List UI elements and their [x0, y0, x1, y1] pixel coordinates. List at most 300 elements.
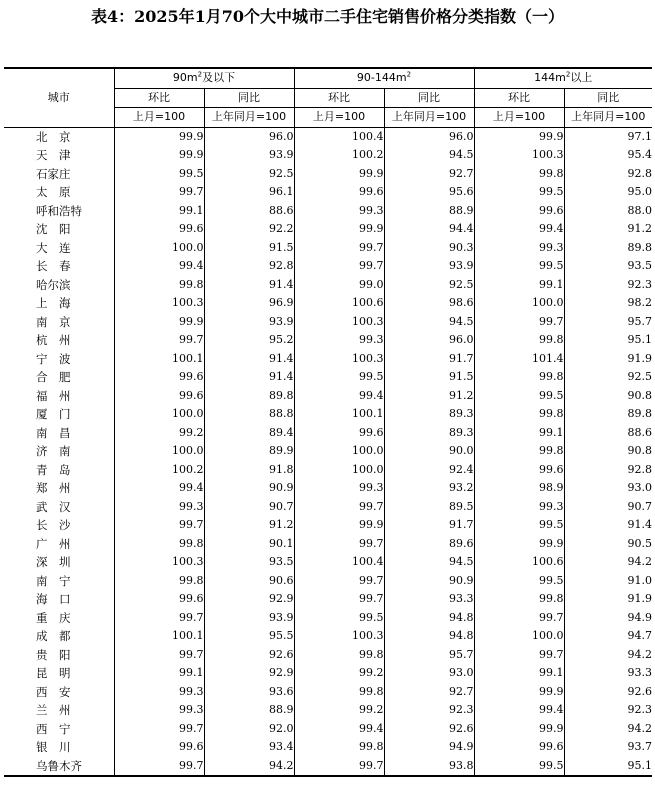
- city-name: 石家庄: [36, 166, 71, 181]
- medium-mom-cell: 99.7: [294, 239, 384, 258]
- medium-mom-cell: 99.6: [294, 183, 384, 202]
- large-yoy-cell: 92.3: [564, 701, 652, 720]
- small-yoy-cell: 96.1: [204, 183, 294, 202]
- yoy-header: 同比: [564, 88, 652, 108]
- medium-yoy-cell: 94.5: [384, 146, 474, 165]
- medium-yoy-cell: 92.4: [384, 461, 474, 480]
- medium-mom-cell: 100.1: [294, 405, 384, 424]
- table-row: [4, 257, 652, 276]
- medium-mom-cell: 99.6: [294, 424, 384, 443]
- city-name: 哈尔滨: [36, 277, 71, 292]
- medium-mom-cell: 99.8: [294, 738, 384, 757]
- large-yoy-cell: 95.1: [564, 331, 652, 350]
- medium-mom-cell: 99.9: [294, 165, 384, 184]
- large-yoy-cell: 95.0: [564, 183, 652, 202]
- small-mom-cell: 100.0: [114, 405, 204, 424]
- small-yoy-cell: 96.9: [204, 294, 294, 313]
- medium-yoy-cell: 98.6: [384, 294, 474, 313]
- large-mom-cell: 99.6: [474, 738, 564, 757]
- group-header-row: [4, 68, 652, 88]
- city-name: 海口: [36, 592, 71, 607]
- medium-yoy-cell: 93.2: [384, 479, 474, 498]
- medium-mom-cell: 99.7: [294, 590, 384, 609]
- medium-yoy-cell: 88.9: [384, 202, 474, 221]
- medium-mom-cell: 99.7: [294, 757, 384, 777]
- medium-mom-cell: 99.5: [294, 368, 384, 387]
- large-mom-cell: 99.5: [474, 387, 564, 406]
- city-name: 太原: [36, 185, 71, 200]
- small-mom-cell: 99.4: [114, 257, 204, 276]
- small-mom-cell: 99.7: [114, 720, 204, 739]
- large-yoy-cell: 89.8: [564, 239, 652, 258]
- large-yoy-cell: 93.3: [564, 664, 652, 683]
- large-mom-cell: 99.5: [474, 757, 564, 777]
- large-mom-cell: 99.8: [474, 442, 564, 461]
- small-yoy-cell: 90.1: [204, 535, 294, 554]
- large-yoy-cell: 92.5: [564, 368, 652, 387]
- medium-mom-cell: 99.7: [294, 535, 384, 554]
- large-yoy-cell: 95.1: [564, 757, 652, 777]
- large-yoy-cell: 90.7: [564, 498, 652, 517]
- medium-yoy-cell: 90.9: [384, 572, 474, 591]
- table-row: [4, 331, 652, 350]
- medium-yoy-cell: 92.3: [384, 701, 474, 720]
- large-mom-cell: 99.5: [474, 516, 564, 535]
- yoy-base-header: 上年同月=100: [384, 108, 474, 128]
- large-yoy-cell: 88.6: [564, 424, 652, 443]
- large-mom-cell: 99.7: [474, 609, 564, 628]
- small-yoy-cell: 93.5: [204, 553, 294, 572]
- mom-base-header: 上月=100: [474, 108, 564, 128]
- large-yoy-cell: 91.4: [564, 516, 652, 535]
- large-mom-cell: 99.3: [474, 239, 564, 258]
- medium-yoy-cell: 91.7: [384, 350, 474, 369]
- small-mom-cell: 99.8: [114, 276, 204, 295]
- table-row: [4, 683, 652, 702]
- large-yoy-cell: 91.9: [564, 590, 652, 609]
- medium-mom-cell: 100.3: [294, 627, 384, 646]
- small-mom-cell: 99.7: [114, 516, 204, 535]
- large-mom-cell: 99.4: [474, 220, 564, 239]
- table-row: [4, 627, 652, 646]
- large-mom-cell: 100.3: [474, 146, 564, 165]
- small-yoy-cell: 90.9: [204, 479, 294, 498]
- large-yoy-cell: 90.8: [564, 442, 652, 461]
- city-name: 西宁: [36, 721, 71, 736]
- large-mom-cell: 99.6: [474, 202, 564, 221]
- large-mom-cell: 99.9: [474, 720, 564, 739]
- table-row: [4, 239, 652, 258]
- large-mom-cell: 99.6: [474, 461, 564, 480]
- medium-yoy-cell: 92.6: [384, 720, 474, 739]
- table-row: [4, 424, 652, 443]
- table-row: [4, 276, 652, 295]
- small-yoy-cell: 94.2: [204, 757, 294, 777]
- medium-mom-cell: 100.0: [294, 461, 384, 480]
- small-yoy-cell: 92.6: [204, 646, 294, 665]
- small-yoy-cell: 91.4: [204, 350, 294, 369]
- mom-header: 环比: [114, 88, 204, 108]
- small-mom-cell: 99.7: [114, 609, 204, 628]
- large-yoy-cell: 94.2: [564, 646, 652, 665]
- small-mom-cell: 99.6: [114, 590, 204, 609]
- small-mom-cell: 99.7: [114, 183, 204, 202]
- group-header-large: $144m^2$以上: [474, 68, 652, 88]
- large-yoy-cell: 92.8: [564, 165, 652, 184]
- large-mom-cell: 99.9: [474, 683, 564, 702]
- large-yoy-cell: 91.2: [564, 220, 652, 239]
- city-name: 济南: [36, 444, 71, 459]
- table-row: [4, 664, 652, 683]
- medium-mom-cell: 99.2: [294, 701, 384, 720]
- small-mom-cell: 99.6: [114, 368, 204, 387]
- small-yoy-cell: 93.9: [204, 609, 294, 628]
- medium-mom-cell: 99.4: [294, 720, 384, 739]
- large-yoy-cell: 94.9: [564, 609, 652, 628]
- city-name: 厦门: [36, 407, 71, 422]
- table-row: [4, 535, 652, 554]
- medium-yoy-cell: 92.5: [384, 276, 474, 295]
- small-mom-cell: 100.1: [114, 627, 204, 646]
- table-row: [4, 553, 652, 572]
- table-row: [4, 720, 652, 739]
- medium-yoy-cell: 95.6: [384, 183, 474, 202]
- city-name: 青岛: [36, 462, 71, 477]
- table-row: [4, 442, 652, 461]
- city-name: 武汉: [36, 499, 71, 514]
- medium-yoy-cell: 94.8: [384, 627, 474, 646]
- large-yoy-cell: 90.8: [564, 387, 652, 406]
- medium-mom-cell: 100.3: [294, 313, 384, 332]
- table-title: 表4：2025年1月70个大中城市二手住宅销售价格分类指数（一）: [90, 7, 565, 26]
- city-name: 天津: [36, 148, 71, 163]
- large-mom-cell: 100.6: [474, 553, 564, 572]
- medium-mom-cell: 99.3: [294, 331, 384, 350]
- city-name: 银川: [36, 740, 71, 755]
- table-row: [4, 368, 652, 387]
- table-row: [4, 609, 652, 628]
- large-mom-cell: 99.4: [474, 701, 564, 720]
- table-row: [4, 220, 652, 239]
- mom-header: 环比: [474, 88, 564, 108]
- medium-mom-cell: 99.2: [294, 664, 384, 683]
- city-name: 大连: [36, 240, 71, 255]
- small-yoy-cell: 91.5: [204, 239, 294, 258]
- mom-base-header: 上月=100: [114, 108, 204, 128]
- large-yoy-cell: 89.8: [564, 405, 652, 424]
- medium-mom-cell: 99.7: [294, 257, 384, 276]
- medium-yoy-cell: 89.3: [384, 405, 474, 424]
- medium-mom-cell: 99.3: [294, 479, 384, 498]
- large-mom-cell: 99.8: [474, 165, 564, 184]
- table-row: [4, 516, 652, 535]
- large-yoy-cell: 88.0: [564, 202, 652, 221]
- small-mom-cell: 99.4: [114, 479, 204, 498]
- small-mom-cell: 99.8: [114, 535, 204, 554]
- small-yoy-cell: 92.5: [204, 165, 294, 184]
- large-mom-cell: 99.8: [474, 405, 564, 424]
- medium-yoy-cell: 92.7: [384, 165, 474, 184]
- medium-mom-cell: 100.4: [294, 553, 384, 572]
- small-yoy-cell: 90.6: [204, 572, 294, 591]
- medium-mom-cell: 99.5: [294, 609, 384, 628]
- medium-mom-cell: 99.9: [294, 220, 384, 239]
- table-row: [4, 738, 652, 757]
- small-yoy-cell: 91.4: [204, 368, 294, 387]
- small-mom-cell: 99.9: [114, 146, 204, 165]
- large-mom-cell: 99.7: [474, 646, 564, 665]
- large-mom-cell: 99.8: [474, 331, 564, 350]
- medium-mom-cell: 99.8: [294, 683, 384, 702]
- table-row: [4, 183, 652, 202]
- medium-yoy-cell: 94.9: [384, 738, 474, 757]
- city-name: 南昌: [36, 425, 71, 440]
- small-yoy-cell: 90.7: [204, 498, 294, 517]
- small-yoy-cell: 88.8: [204, 405, 294, 424]
- large-yoy-cell: 95.4: [564, 146, 652, 165]
- medium-mom-cell: 99.3: [294, 202, 384, 221]
- medium-yoy-cell: 90.0: [384, 442, 474, 461]
- table-body: [4, 127, 652, 776]
- table-row: [4, 646, 652, 665]
- large-mom-cell: 101.4: [474, 350, 564, 369]
- yoy-header: 同比: [384, 88, 474, 108]
- table-row: [4, 127, 652, 146]
- small-mom-cell: 99.7: [114, 646, 204, 665]
- small-yoy-cell: 88.9: [204, 701, 294, 720]
- group-header-medium: $90-144m^2$: [294, 68, 474, 88]
- mom-base-header: 上月=100: [294, 108, 384, 128]
- city-name: 贵阳: [36, 647, 71, 662]
- medium-yoy-cell: 94.5: [384, 553, 474, 572]
- small-yoy-cell: 93.4: [204, 738, 294, 757]
- medium-mom-cell: 100.3: [294, 350, 384, 369]
- small-mom-cell: 99.3: [114, 683, 204, 702]
- small-yoy-cell: 92.0: [204, 720, 294, 739]
- medium-yoy-cell: 96.0: [384, 331, 474, 350]
- table-row: [4, 590, 652, 609]
- table-row: [4, 165, 652, 184]
- small-mom-cell: 99.6: [114, 387, 204, 406]
- medium-yoy-cell: 91.2: [384, 387, 474, 406]
- large-yoy-cell: 94.2: [564, 720, 652, 739]
- large-yoy-cell: 91.0: [564, 572, 652, 591]
- medium-yoy-cell: 91.7: [384, 516, 474, 535]
- small-yoy-cell: 95.5: [204, 627, 294, 646]
- medium-yoy-cell: 89.6: [384, 535, 474, 554]
- medium-mom-cell: 99.8: [294, 646, 384, 665]
- city-name: 杭州: [36, 333, 71, 348]
- city-name: 沈阳: [36, 222, 71, 237]
- city-name: 乌鲁木齐: [36, 758, 82, 773]
- small-mom-cell: 99.7: [114, 757, 204, 777]
- city-name: 西安: [36, 684, 71, 699]
- medium-yoy-cell: 89.3: [384, 424, 474, 443]
- table-row: [4, 387, 652, 406]
- city-name: 深圳: [36, 555, 71, 570]
- table-row: [4, 701, 652, 720]
- large-yoy-cell: 91.9: [564, 350, 652, 369]
- small-yoy-cell: 91.8: [204, 461, 294, 480]
- small-mom-cell: 99.2: [114, 424, 204, 443]
- medium-mom-cell: 100.0: [294, 442, 384, 461]
- table-row: [4, 757, 652, 777]
- city-name: 北京: [36, 129, 71, 144]
- city-name: 南宁: [36, 573, 71, 588]
- small-mom-cell: 100.3: [114, 294, 204, 313]
- large-mom-cell: 99.3: [474, 498, 564, 517]
- medium-yoy-cell: 92.7: [384, 683, 474, 702]
- small-mom-cell: 99.7: [114, 331, 204, 350]
- small-mom-cell: 99.3: [114, 498, 204, 517]
- medium-yoy-cell: 93.0: [384, 664, 474, 683]
- table-row: [4, 202, 652, 221]
- large-yoy-cell: 92.8: [564, 461, 652, 480]
- yoy-header: 同比: [204, 88, 294, 108]
- table-row: [4, 405, 652, 424]
- large-yoy-cell: 90.5: [564, 535, 652, 554]
- city-name: 长沙: [36, 518, 71, 533]
- medium-yoy-cell: 94.5: [384, 313, 474, 332]
- small-yoy-cell: 89.9: [204, 442, 294, 461]
- medium-yoy-cell: 96.0: [384, 127, 474, 146]
- city-name: 南京: [36, 314, 71, 329]
- yoy-base-header: 上年同月=100: [204, 108, 294, 128]
- city-name: 重庆: [36, 610, 71, 625]
- medium-mom-cell: 99.7: [294, 498, 384, 517]
- medium-mom-cell: 99.7: [294, 572, 384, 591]
- medium-mom-cell: 100.2: [294, 146, 384, 165]
- small-mom-cell: 99.9: [114, 313, 204, 332]
- large-yoy-cell: 93.5: [564, 257, 652, 276]
- city-name: 宁波: [36, 351, 71, 366]
- large-mom-cell: 99.1: [474, 424, 564, 443]
- large-yoy-cell: 97.1: [564, 127, 652, 146]
- medium-yoy-cell: 93.9: [384, 257, 474, 276]
- small-mom-cell: 99.6: [114, 220, 204, 239]
- small-yoy-cell: 96.0: [204, 127, 294, 146]
- medium-mom-cell: 100.4: [294, 127, 384, 146]
- small-mom-cell: 99.8: [114, 572, 204, 591]
- large-yoy-cell: 92.6: [564, 683, 652, 702]
- mom-header: 环比: [294, 88, 384, 108]
- city-name: 福州: [36, 388, 71, 403]
- medium-yoy-cell: 94.8: [384, 609, 474, 628]
- small-yoy-cell: 91.2: [204, 516, 294, 535]
- large-mom-cell: 99.5: [474, 257, 564, 276]
- group-header-small: $90m^2$及以下: [114, 68, 294, 88]
- small-yoy-cell: 93.9: [204, 313, 294, 332]
- city-name: 昆明: [36, 666, 71, 681]
- small-yoy-cell: 92.9: [204, 664, 294, 683]
- large-yoy-cell: 94.7: [564, 627, 652, 646]
- table-row: [4, 294, 652, 313]
- medium-yoy-cell: 90.3: [384, 239, 474, 258]
- city-name: 上海: [36, 296, 71, 311]
- small-yoy-cell: 93.9: [204, 146, 294, 165]
- small-mom-cell: 100.2: [114, 461, 204, 480]
- large-yoy-cell: 93.7: [564, 738, 652, 757]
- large-mom-cell: 99.9: [474, 535, 564, 554]
- small-mom-cell: 99.1: [114, 664, 204, 683]
- large-yoy-cell: 92.3: [564, 276, 652, 295]
- city-name: 呼和浩特: [36, 203, 82, 218]
- large-mom-cell: 100.0: [474, 294, 564, 313]
- medium-yoy-cell: 91.5: [384, 368, 474, 387]
- large-mom-cell: 98.9: [474, 479, 564, 498]
- city-name: 合肥: [36, 370, 71, 385]
- city-name: 兰州: [36, 703, 71, 718]
- small-yoy-cell: 92.9: [204, 590, 294, 609]
- small-yoy-cell: 92.8: [204, 257, 294, 276]
- small-mom-cell: 99.5: [114, 165, 204, 184]
- small-mom-cell: 99.3: [114, 701, 204, 720]
- table-row: [4, 498, 652, 517]
- table-row: [4, 350, 652, 369]
- medium-mom-cell: 99.0: [294, 276, 384, 295]
- small-mom-cell: 100.0: [114, 239, 204, 258]
- medium-yoy-cell: 94.4: [384, 220, 474, 239]
- large-mom-cell: 100.0: [474, 627, 564, 646]
- large-yoy-cell: 98.2: [564, 294, 652, 313]
- price-index-table: [4, 67, 652, 777]
- medium-yoy-cell: 95.7: [384, 646, 474, 665]
- large-mom-cell: 99.1: [474, 276, 564, 295]
- small-yoy-cell: 93.6: [204, 683, 294, 702]
- large-yoy-cell: 94.2: [564, 553, 652, 572]
- large-mom-cell: 99.8: [474, 368, 564, 387]
- small-mom-cell: 100.3: [114, 553, 204, 572]
- small-mom-cell: 99.1: [114, 202, 204, 221]
- table-row: [4, 461, 652, 480]
- medium-yoy-cell: 89.5: [384, 498, 474, 517]
- small-yoy-cell: 95.2: [204, 331, 294, 350]
- medium-mom-cell: 99.4: [294, 387, 384, 406]
- city-name: 成都: [36, 629, 71, 644]
- large-mom-cell: 99.9: [474, 127, 564, 146]
- medium-mom-cell: 100.6: [294, 294, 384, 313]
- table-row: [4, 572, 652, 591]
- small-yoy-cell: 92.2: [204, 220, 294, 239]
- large-yoy-cell: 95.7: [564, 313, 652, 332]
- small-yoy-cell: 89.8: [204, 387, 294, 406]
- medium-yoy-cell: 93.8: [384, 757, 474, 777]
- small-mom-cell: 99.9: [114, 127, 204, 146]
- city-name: 广州: [36, 536, 71, 551]
- large-mom-cell: 99.5: [474, 183, 564, 202]
- city-name: 郑州: [36, 481, 71, 496]
- medium-mom-cell: 99.9: [294, 516, 384, 535]
- large-yoy-cell: 93.0: [564, 479, 652, 498]
- large-mom-cell: 99.5: [474, 572, 564, 591]
- city-column-header: 城市: [4, 68, 114, 127]
- table-row: [4, 313, 652, 332]
- yoy-base-header: 上年同月=100: [564, 108, 652, 128]
- small-yoy-cell: 88.6: [204, 202, 294, 221]
- large-mom-cell: 99.7: [474, 313, 564, 332]
- large-mom-cell: 99.1: [474, 664, 564, 683]
- small-yoy-cell: 89.4: [204, 424, 294, 443]
- small-yoy-cell: 91.4: [204, 276, 294, 295]
- small-mom-cell: 100.1: [114, 350, 204, 369]
- small-mom-cell: 99.6: [114, 738, 204, 757]
- large-mom-cell: 99.8: [474, 590, 564, 609]
- table-row: [4, 146, 652, 165]
- table-row: [4, 479, 652, 498]
- city-name: 长春: [36, 259, 71, 274]
- medium-yoy-cell: 93.3: [384, 590, 474, 609]
- small-mom-cell: 100.0: [114, 442, 204, 461]
